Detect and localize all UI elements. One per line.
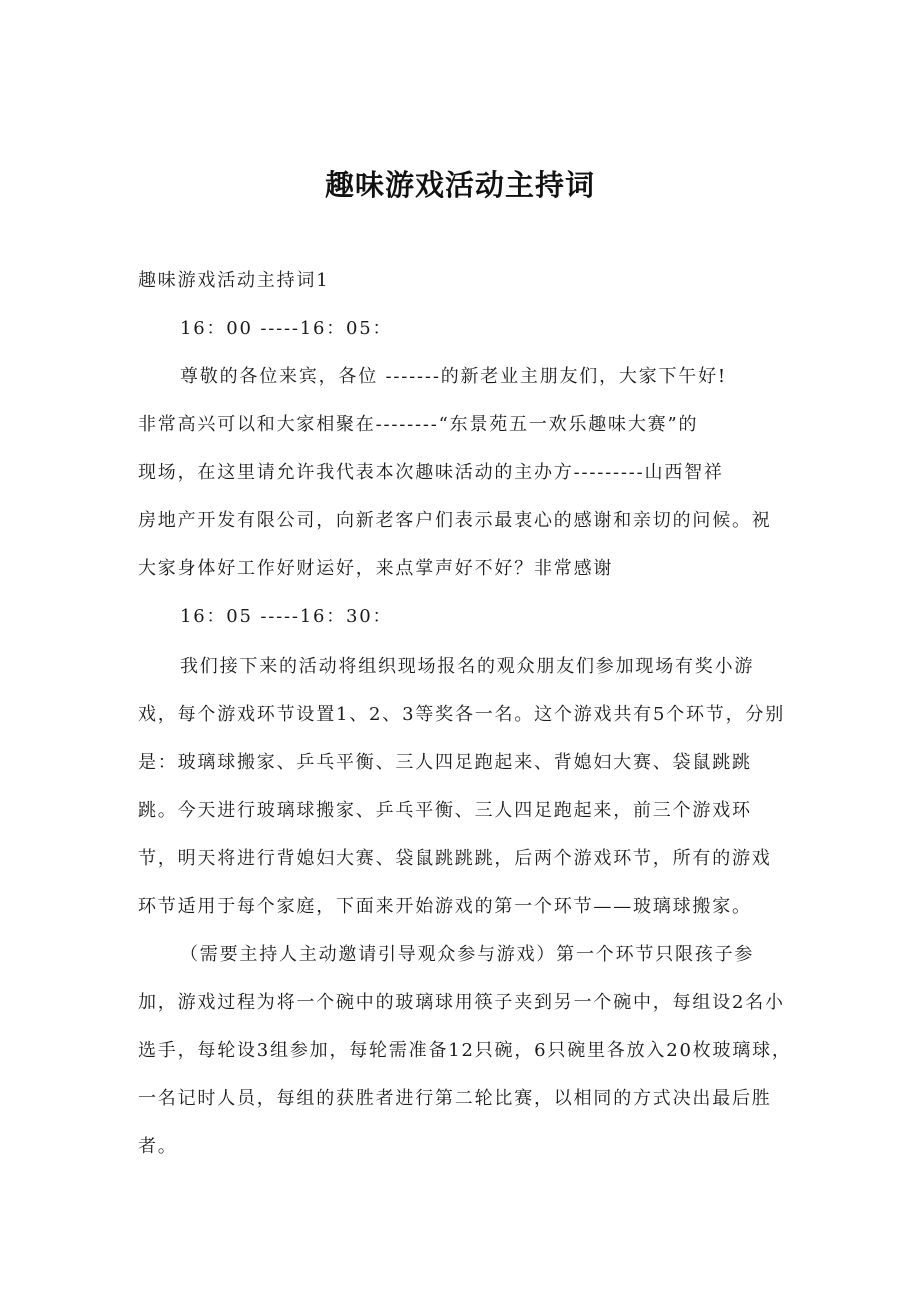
paragraph-line: 加，游戏过程为将一个碗中的玻璃球用筷子夹到另一个碗中，每组设2名小 — [138, 992, 785, 1013]
paragraph-line: 现场，在这里请允许我代表本次趣味活动的主办方---------山西智祥 — [138, 462, 724, 483]
paragraph-line: 尊敬的各位来宾，各位 -------的新老业主朋友们，大家下午好! — [180, 366, 727, 387]
paragraph-line: 节，明天将进行背媳妇大赛、袋鼠跳跳跳，后两个游戏环节，所有的游戏 — [138, 848, 772, 869]
paragraph-line: 者。 — [138, 1136, 178, 1157]
paragraph-line: 我们接下来的活动将组织现场报名的观众朋友们参加现场有奖小游 — [180, 656, 755, 677]
paragraph-line: 一名记时人员，每组的获胜者进行第二轮比赛，以相同的方式决出最后胜 — [138, 1088, 772, 1109]
paragraph-line: 跳。今天进行玻璃球搬家、乒乓平衡、三人四足跑起来，前三个游戏环 — [138, 800, 752, 821]
paragraph-line: 房地产开发有限公司，向新老客户们表示最衷心的感谢和亲切的问候。祝 — [138, 510, 772, 531]
paragraph-line: 大家身体好工作好财运好，来点掌声好不好？非常感谢 — [138, 558, 614, 579]
paragraph-line: 是：玻璃球搬家、乒乓平衡、三人四足跑起来、背媳妇大赛、袋鼠跳跳 — [138, 752, 752, 773]
time-slot-heading: 16：05 -----16：30： — [180, 606, 393, 627]
time-slot-heading: 16：00 -----16：05： — [180, 318, 393, 339]
paragraph-line: 戏，每个游戏环节设置1、2、3等奖各一名。这个游戏共有5个环节，分别 — [138, 704, 786, 725]
paragraph-line: 非常高兴可以和大家相聚在--------“东景苑五一欢乐趣味大赛”的 — [138, 414, 699, 435]
document-title: 趣味游戏活动主持词 — [324, 168, 595, 202]
paragraph-line: （需要主持人主动邀请引导观众参与游戏）第一个环节只限孩子参 — [180, 944, 755, 965]
section-heading: 趣味游戏活动主持词1 — [138, 270, 330, 291]
paragraph-line: 选手，每轮设3组参加，每轮需准备12只碗，6只碗里各放入20枚玻璃球， — [138, 1040, 792, 1061]
paragraph-line: 环节适用于每个家庭，下面来开始游戏的第一个环节——玻璃球搬家。 — [138, 896, 752, 917]
